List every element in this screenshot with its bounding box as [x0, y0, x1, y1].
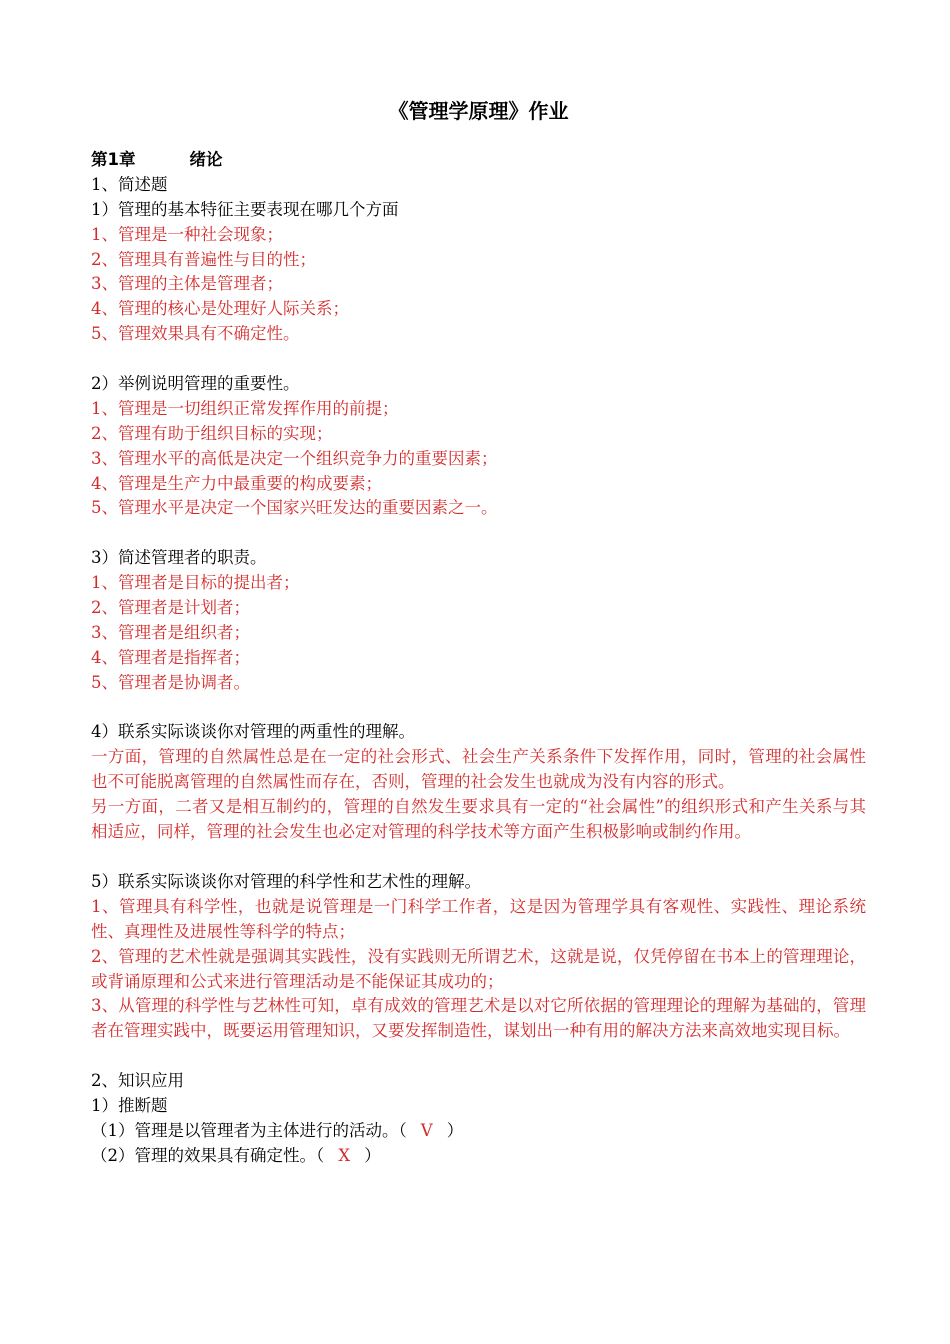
judge-answer: X [338, 1145, 351, 1165]
answer-paragraph: 另一方面，二者又是相互制约的，管理的自然发生要求具有一定的“社会属性”的组织形式和产生关系与其相适应，同样，管理的社会发生也必定对管理的科学技术等方面产生积极影响或制约作用。 [91, 797, 866, 842]
document-body [91, 148, 866, 1169]
answer-line: 4、管理的核心是处理好人际关系； [91, 299, 349, 319]
answer-line: 5、管理效果具有不确定性。 [91, 324, 300, 344]
judge-bracket: ） [446, 1120, 464, 1140]
answer-line: 1、管理者是目标的提出者； [91, 573, 300, 593]
spacer [91, 845, 866, 870]
judge-bracket: ） [364, 1145, 381, 1165]
question-2: 2）举例说明管理的重要性。 [91, 374, 300, 394]
spacer [91, 696, 866, 721]
answer-paragraph: 2、管理的艺术性就是强调其实践性，没有实践则无所谓艺术，这就是说，仅凭停留在书本上的管理理论，或背诵原理和公式来进行管理活动是不能保证其成功的； [91, 946, 866, 991]
document-title: 《管理学原理》作业 [388, 99, 569, 123]
answer-line: 1、管理是一种社会现象； [91, 224, 283, 244]
answer-line: 5、管理者是协调者。 [91, 672, 250, 692]
spacer [91, 347, 866, 372]
answer-line: 3、管理者是组织者； [91, 622, 250, 642]
answer-paragraph: 一方面，管理的自然属性总是在一定的社会形式、社会生产关系条件下发挥作用，同时，管理的社会属性也不可能脱离管理的自然属性而存在，否则，管理的社会发生也就成为没有内容的形式。 [91, 747, 866, 792]
answer-line: 3、管理的主体是管理者； [91, 274, 283, 294]
section-heading: 1、简述题 [91, 174, 168, 194]
judge-item [91, 1144, 866, 1169]
answer-paragraph: 3、从管理的科学性与艺林性可知，卓有成效的管理艺术是以对它所依据的管理理论的理解为基础的，管理者在管理实践中，既要运用管理知识，又要发挥制造性，谋划出一种有用的解决方法来高效地实现目标。 [91, 996, 866, 1041]
spacer [91, 521, 866, 546]
chapter-heading [91, 148, 866, 173]
judge-item [91, 1119, 866, 1144]
answer-paragraph: 1、管理具有科学性，也就是说管理是一门科学工作者，这是因为管理学具有客观性、实践性、理论系统性、真理性及进展性等科学的特点； [91, 896, 866, 941]
answer-line: 4、管理是生产力中最重要的构成要素； [91, 473, 382, 493]
judge-question: （2）管理的效果具有确定性。（ [91, 1145, 325, 1165]
answer-line: 4、管理者是指挥者； [91, 647, 250, 667]
judge-heading: 1）推断题 [91, 1096, 168, 1115]
question-5: 5）联系实际谈谈你对管理的科学性和艺术性的理解。 [91, 871, 481, 891]
answer-line: 2、管理具有普遍性与目的性； [91, 249, 316, 269]
answer-line: 2、管理者是计划者； [91, 598, 250, 618]
chapter-number: 第1章 [91, 150, 136, 169]
question-3: 3）简述管理者的职责。 [91, 548, 267, 568]
judge-answer: V [420, 1120, 433, 1140]
answer-line: 3、管理水平的高低是决定一个组织竞争力的重要因素； [91, 448, 498, 468]
answer-line: 5、管理水平是决定一个国家兴旺发达的重要因素之一。 [91, 498, 498, 518]
section-heading: 2、知识应用 [91, 1071, 184, 1091]
chapter-name: 绪论 [189, 150, 223, 169]
question-4: 4）联系实际谈谈你对管理的两重性的理解。 [91, 722, 415, 742]
question-1: 1）管理的基本特征主要表现在哪几个方面 [91, 199, 399, 219]
judge-question: （1）管理是以管理者为主体进行的活动。（ [91, 1120, 407, 1140]
answer-line: 2、管理有助于组织目标的实现； [91, 423, 333, 443]
spacer [91, 1044, 866, 1069]
answer-line: 1、管理是一切组织正常发挥作用的前提； [91, 398, 399, 418]
